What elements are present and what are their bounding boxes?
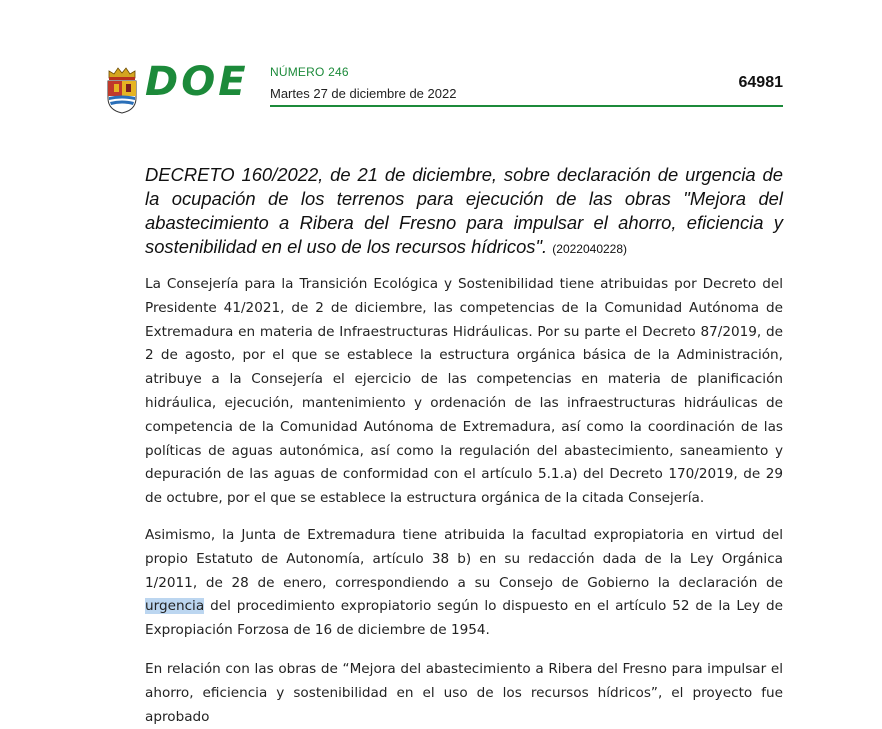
doe-logo: DOE [145,59,249,105]
paragraph-2 [145,524,783,643]
paragraph-2-text-start: Asimismo, la Junta de Extremadura tiene atribuida la facultad expropiatoria en virtud del propio Estatuto de Autonomía, artículo 38 b) en su redacción dada de la Ley Orgánica 1/2011, de 28 de enero, correspondiendo a su Consejo de Gobierno la declaración de [145,527,783,591]
paragraph-1: La Consejería para la Transición Ecológica y Sostenibilidad tiene atribuidas por Decreto del Presidente 41/2021, de 2 de diciembre, las competencias de la Comunidad Autónoma de Extremadura en materia de Infraestructuras Hidráulicas. Por su parte el Decreto 87/2019, de 2 de agosto, por el que se establece la estructura orgánica básica de la Administración, atribuye a la Consejería el ejercicio de las competencias en materia de planificación hidráulica, ejecución, mantenimiento y ordenación de las infraestructuras hidráulicas de competencia de la Comunidad Autónoma de Extremadura, así como la coordinación de las políticas de aguas autonómica, así como la regulación del abastecimiento, saneamiento y depuración de las aguas de conformidad con el artículo 5.1.a) del Decreto 170/2019, de 29 de octubre, por el que se establece la estructura orgánica de la citada Consejería. [145,276,783,507]
page-number: 64981 [738,74,783,91]
issue-number: NÚMERO 246 [270,65,349,79]
page-header [105,59,783,114]
paragraph-3: En relación con las obras de “Mejora del abastecimiento a Ribera del Fresno para impulsar el ahorro, eficiencia y sostenibilidad en el uso de los recursos hídricos”, el proyecto fue aprobado [145,661,783,725]
extremadura-crest-icon [105,66,139,114]
paragraph-2-text-end: del procedimiento expropiatorio según lo dispuesto en el artículo 52 de la Ley de Expropiación Forzosa de 16 de diciembre de 1954. [145,598,783,639]
decree-title-block [145,163,783,261]
header-divider [270,105,783,107]
highlighted-word[interactable]: urgencia [145,598,205,615]
decree-code: (2022040228) [552,242,628,256]
issue-date: Martes 27 de diciembre de 2022 [270,86,457,101]
decree-title: DECRETO 160/2022, de 21 de diciembre, sobre declaración de urgencia de la ocupación de los terrenos para ejecución de las obras "Mejora del abastecimiento a Ribera del Fresno para impulsar el ahorro, eficiencia y sostenibilidad en el uso de los recursos hídricos". [145,164,783,257]
